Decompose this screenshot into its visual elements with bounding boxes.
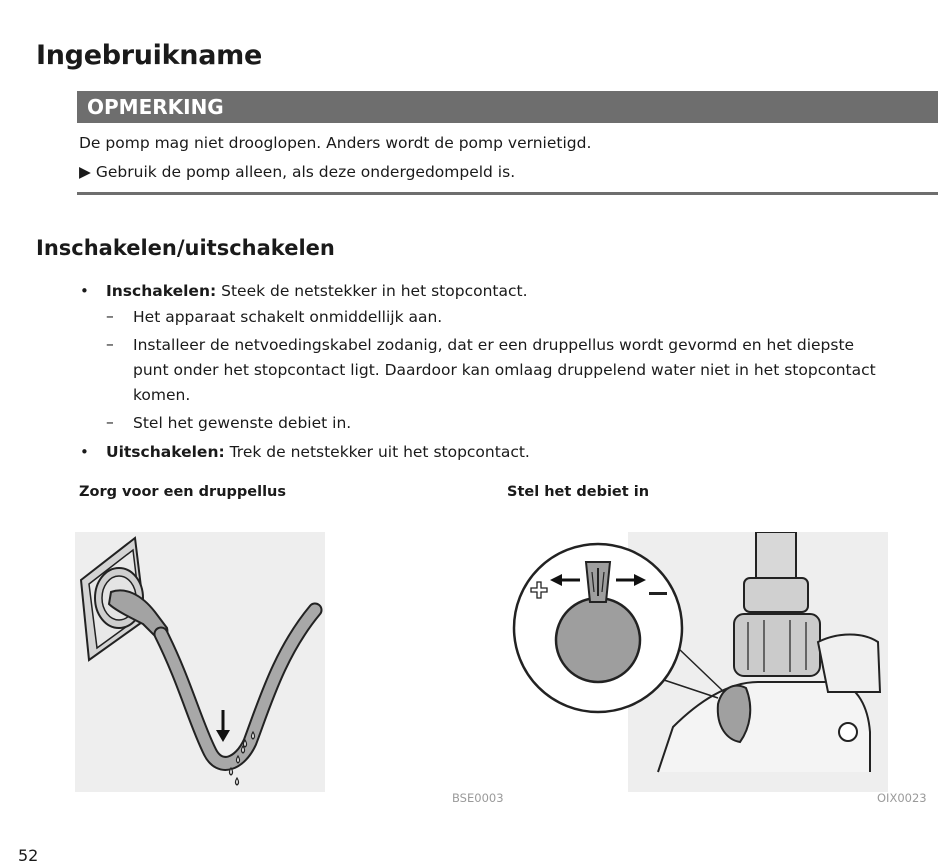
item-text: Trek de netstekker uit het stopcontact. xyxy=(224,443,530,461)
item-label: Uitschakelen: xyxy=(106,443,225,461)
page-heading: Ingebruikname xyxy=(36,40,262,71)
list-item xyxy=(106,279,528,303)
item-label: Inschakelen: xyxy=(106,282,217,300)
dash-icon: – xyxy=(106,413,114,431)
sub-item: Stel het gewenste debiet in. xyxy=(133,414,352,432)
dash-icon: – xyxy=(106,307,114,325)
bullet-icon: • xyxy=(80,282,89,300)
list-item xyxy=(106,440,530,464)
figure-code: BSE0003 xyxy=(452,791,504,805)
triangle-icon: ▶ xyxy=(79,163,91,181)
sub-item: Het apparaat schakelt onmiddellijk aan. xyxy=(133,308,443,326)
figure-title: Zorg voor een druppellus xyxy=(79,484,287,500)
notice-header xyxy=(77,91,938,123)
dash-icon: – xyxy=(106,335,114,353)
notice-divider xyxy=(77,192,938,195)
item-text: Steek de netstekker in het stopcontact. xyxy=(216,282,528,300)
page-number: 52 xyxy=(18,846,39,865)
figure-code: OIX0023 xyxy=(877,791,927,805)
notice-action-text: Gebruik de pomp alleen, als deze ondergedompeld is. xyxy=(95,163,516,181)
sub-item: Installeer de netvoedingskabel zodanig, dat er een druppellus wordt gevormd en het diepste xyxy=(133,336,855,354)
notice-title: OPMERKING xyxy=(87,95,224,119)
notice-text: De pomp mag niet drooglopen. Anders wordt de pomp vernietigd. xyxy=(79,134,592,152)
bullet-icon: • xyxy=(80,443,89,461)
section-heading: Inschakelen/uitschakelen xyxy=(36,236,335,260)
sub-item-continued: punt onder het stopcontact ligt. Daardoor kan omlaag druppelend water niet in het stopcontact xyxy=(133,361,876,379)
sub-item-continued: komen. xyxy=(133,386,191,404)
figure-title: Stel het debiet in xyxy=(507,484,650,500)
flow-setting-illustration xyxy=(508,532,888,792)
drip-loop-illustration xyxy=(75,532,325,792)
notice-action xyxy=(79,163,515,181)
